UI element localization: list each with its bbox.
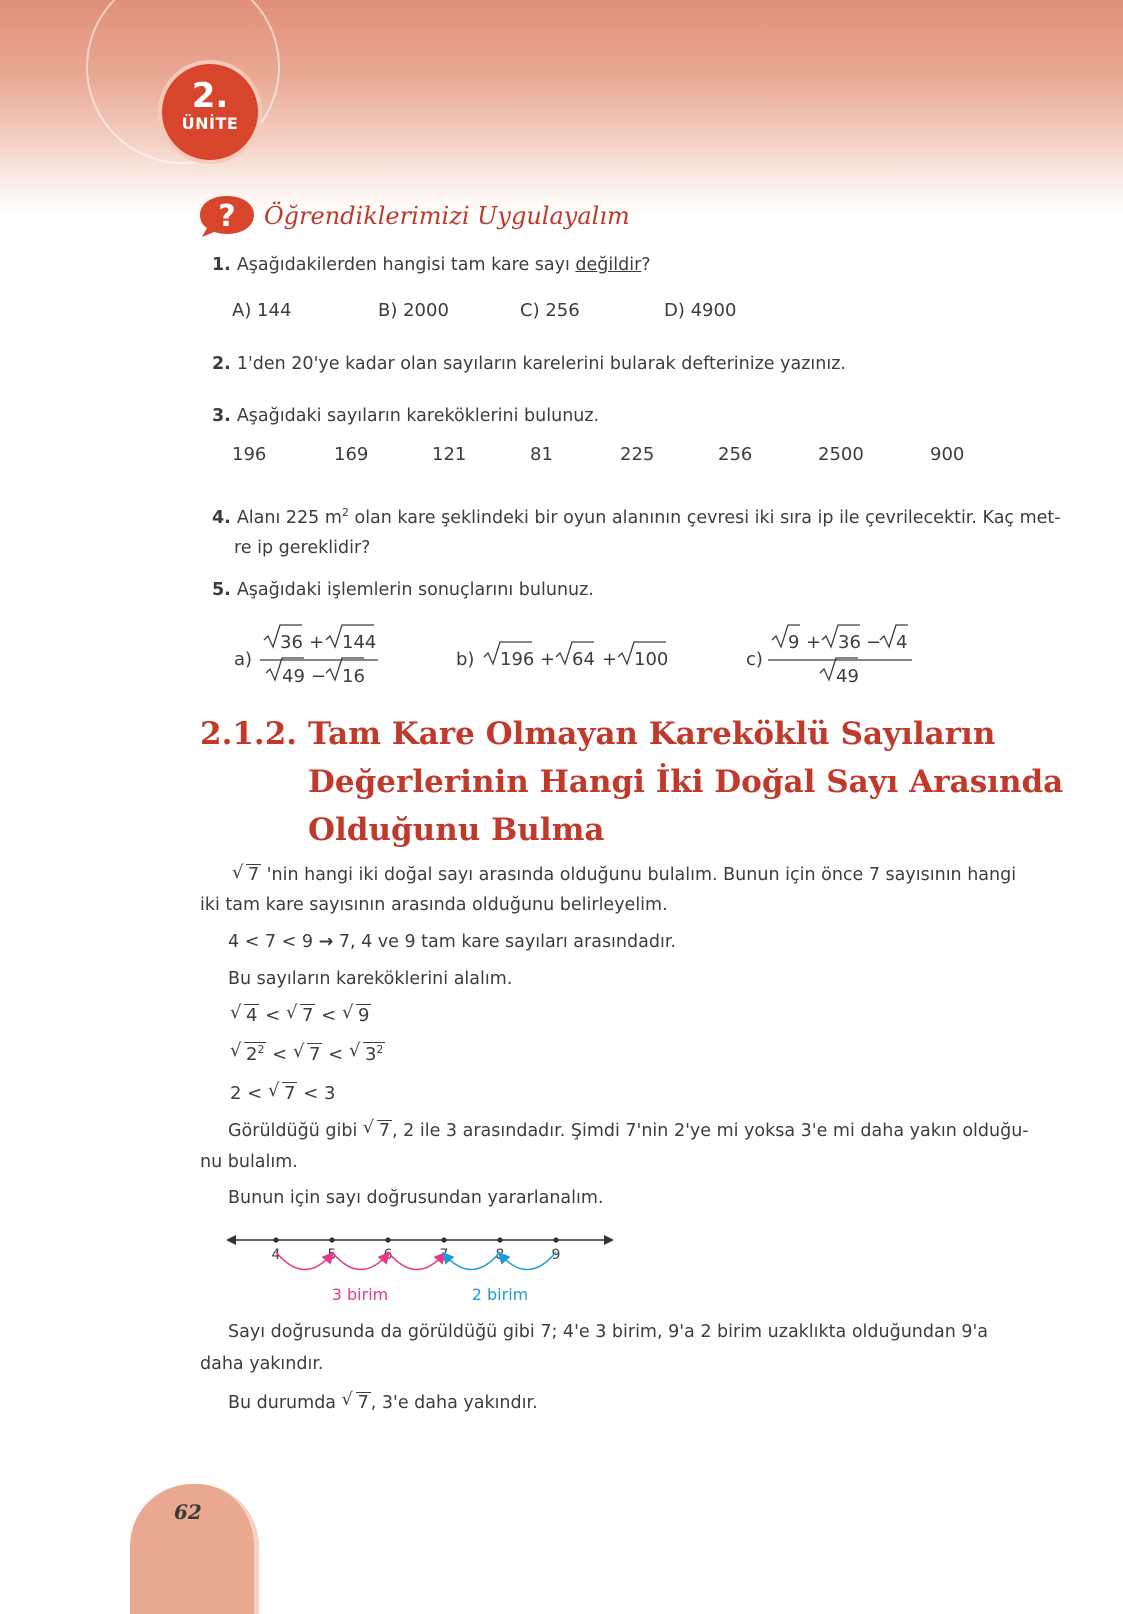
radicand: 7 — [301, 1005, 314, 1026]
expr-c-label: c) — [746, 649, 763, 670]
sqrt-expr: √ $3^2$ — [348, 1040, 384, 1065]
sqrt-expr: √ 7 — [292, 1041, 321, 1065]
radicand: 7 — [284, 1083, 296, 1104]
number-item: 169 — [334, 444, 369, 465]
arc-blue-0 — [500, 1252, 556, 1270]
axis-right-arrow — [604, 1235, 614, 1245]
question-text-end: ? — [641, 255, 651, 275]
option-a: A) 144 — [232, 300, 292, 321]
sqrt-expr: √ 7 — [285, 1002, 314, 1026]
expr-c-n3: 4 — [896, 632, 908, 653]
arc-pink-0 — [276, 1252, 332, 1270]
math-line-1: √ 4 < √ 7 < √ 9 — [230, 1002, 370, 1026]
heading-line-1: Tam Kare Olmayan Kareköklü Sayıların — [308, 716, 996, 752]
tick-label-8: 8 — [495, 1247, 505, 1263]
paragraph-text: 'nin hangi iki doğal sayı arasında olduğunu bulalım. Bunun için önce 7 sayısının hangi — [261, 865, 1017, 885]
tick-dot-4 — [273, 1237, 278, 1242]
svg-text:+: + — [602, 649, 618, 670]
tick-dot-9 — [553, 1237, 558, 1242]
question-text-cont: olan kare şeklindeki bir oyun alanının çevresi iki sıra ip ile çevrilecektir. Kaç met- — [348, 507, 1061, 528]
sqrt-expr: √ 7 — [232, 862, 260, 885]
paragraph-3-line-1 — [228, 1120, 1029, 1141]
number-item: 900 — [930, 444, 965, 465]
paragraph-text-cont: , 2 ile 3 arasındadır. Şimdi 7'nin 2'ye mi yoksa 3'e mi daha yakın olduğu- — [392, 1121, 1029, 1141]
unit-label: ÜNİTE — [181, 114, 239, 133]
question-text: Aşağıdakilerden hangisi tam kare sayı — [236, 255, 576, 275]
svg-text:+: + — [309, 632, 325, 653]
label-pink: 3 birim — [331, 1285, 389, 1304]
number-line — [220, 1220, 620, 1310]
expr-b-r2: 64 — [572, 649, 595, 670]
arrow-icon: → — [318, 932, 334, 952]
superscript: 2 — [341, 506, 349, 519]
svg-text:+: + — [806, 632, 822, 653]
expr-b — [484, 642, 668, 670]
inequality-result: 7, 4 ve 9 tam kare sayıları arasındadır. — [338, 932, 676, 952]
paragraph-text: Bu durumda — [228, 1393, 337, 1413]
math-line-2: √ $2^2$ < √ 7 < √ $3^2$ — [230, 1040, 384, 1065]
tick-label-6: 6 — [383, 1247, 393, 1263]
number-item: 256 — [718, 444, 753, 465]
section-title: Öğrendiklerimizi Uygulayalım — [264, 202, 630, 230]
option-b: B) 2000 — [378, 300, 449, 321]
paragraph-3-line-2: nu bulalım. — [200, 1152, 298, 1172]
radicand: 4 — [246, 1005, 258, 1026]
option-c: C) 256 — [520, 300, 580, 321]
question-number: 1. — [212, 255, 231, 275]
expr-a-den2: 16 — [342, 666, 365, 687]
radicand: 7 — [357, 1393, 369, 1413]
inequality-line — [228, 932, 676, 952]
label-blue: 2 birim — [471, 1285, 529, 1304]
heading-line-3: Olduğunu Bulma — [308, 812, 605, 848]
expr-b-label: b) — [456, 649, 475, 670]
radicand: 7 — [308, 1044, 321, 1065]
svg-text:+: + — [540, 649, 556, 670]
axis-left-arrow — [226, 1235, 236, 1245]
question-text: Aşağıdaki sayıların kareköklerini bulunuz. — [236, 406, 600, 426]
question-emphasis: değildir — [575, 255, 642, 275]
paragraph-text-cont: , 3'e daha yakındır. — [370, 1393, 538, 1413]
svg-text:−: − — [311, 666, 327, 687]
question-text: 1'den 20'ye kadar olan sayıların karelerini bularak defterinize yazınız. — [236, 354, 846, 374]
tick-label-9: 9 — [551, 1247, 561, 1263]
expr-c-n1: 9 — [788, 632, 800, 653]
expr-c-den: 49 — [836, 666, 859, 687]
radicand: 2 — [246, 1044, 258, 1065]
question-text: Aşağıdaki işlemlerin sonuçlarını bulunuz. — [236, 580, 594, 600]
paragraph-5-line-2: daha yakındır. — [200, 1354, 324, 1374]
tick-dot-6 — [385, 1237, 390, 1242]
math-line-3 — [230, 1082, 335, 1104]
question-number: 4. — [212, 507, 231, 528]
number-item: 121 — [432, 444, 467, 465]
paragraph-1-line-1 — [232, 864, 1016, 885]
question-4-line2: re ip gereklidir? — [234, 538, 371, 558]
paragraph-text: Görüldüğü gibi — [228, 1121, 358, 1141]
heading-number: 2.1.2. — [200, 716, 298, 752]
expr-a — [260, 625, 378, 687]
svg-text:?: ? — [218, 199, 236, 234]
tick-label-7: 7 — [439, 1247, 449, 1263]
radicand: 7 — [248, 865, 260, 885]
math-right: < 3 — [303, 1083, 336, 1104]
paragraph-2: Bu sayıların kareköklerini alalım. — [228, 969, 513, 989]
heading-line-2: Değerlerinin Hangi İki Doğal Sayı Arasında — [308, 764, 1064, 800]
number-item: 2500 — [818, 444, 864, 465]
paragraph-4: Bunun için sayı doğrusundan yararlanalım. — [228, 1188, 604, 1208]
paragraph-6 — [228, 1392, 538, 1413]
sqrt-expr: √ $2^2$ — [230, 1040, 265, 1065]
question-number: 3. — [212, 406, 231, 426]
arc-blue-1 — [444, 1252, 500, 1270]
expr-a-den1: 49 — [282, 666, 305, 687]
tick-label-5: 5 — [327, 1247, 337, 1263]
expr-c-n2: 36 — [838, 632, 861, 653]
expr-a-label: a) — [234, 649, 253, 670]
exponent: 2 — [376, 1043, 384, 1056]
radicand: 9 — [357, 1005, 370, 1026]
paragraph-5-line-1: Sayı doğrusunda da görüldüğü gibi 7; 4'e 3 birim, 9'a 2 birim uzaklıkta olduğundan 9'a — [228, 1322, 989, 1342]
expr-b-r3: 100 — [634, 649, 669, 670]
radicand: 7 — [378, 1121, 391, 1141]
expr-a-num1: 36 — [280, 632, 303, 653]
tick-dot-5 — [329, 1237, 334, 1242]
inequality: 4 < 7 < 9 — [228, 932, 313, 952]
question-number: 2. — [212, 354, 231, 374]
arc-pink-2 — [388, 1252, 444, 1270]
svg-text:−: − — [866, 632, 882, 653]
paragraph-1-line-2: iki tam kare sayısının arasında olduğunu belirleyelim. — [200, 895, 668, 915]
option-d: D) 4900 — [664, 300, 737, 321]
sqrt-expr: √ 9 — [341, 1002, 370, 1026]
expr-c — [768, 625, 912, 687]
exponent: 2 — [257, 1043, 265, 1056]
question-number: 5. — [212, 580, 231, 600]
number-item: 196 — [232, 444, 267, 465]
number-item: 81 — [530, 444, 553, 465]
arc-pink-1 — [332, 1252, 388, 1270]
sqrt-expr: √ 7 — [268, 1080, 296, 1104]
sqrt-expr: √ 7 — [362, 1118, 391, 1141]
tick-dot-7 — [441, 1237, 446, 1242]
page-number: 62 — [174, 1500, 202, 1524]
radicand: 3 — [364, 1044, 377, 1065]
number-item: 225 — [620, 444, 655, 465]
tick-label-4: 4 — [271, 1247, 281, 1263]
expr-a-num2: 144 — [342, 632, 377, 653]
math-left: 2 < — [230, 1083, 263, 1104]
unit-number: 2. — [191, 76, 229, 116]
sqrt-expr: √ 4 — [230, 1002, 258, 1026]
question-text: Alanı 225 m — [236, 507, 342, 528]
tick-dot-8 — [497, 1237, 502, 1242]
expr-b-r1: 196 — [500, 649, 535, 670]
sqrt-expr: √ 7 — [341, 1390, 369, 1413]
